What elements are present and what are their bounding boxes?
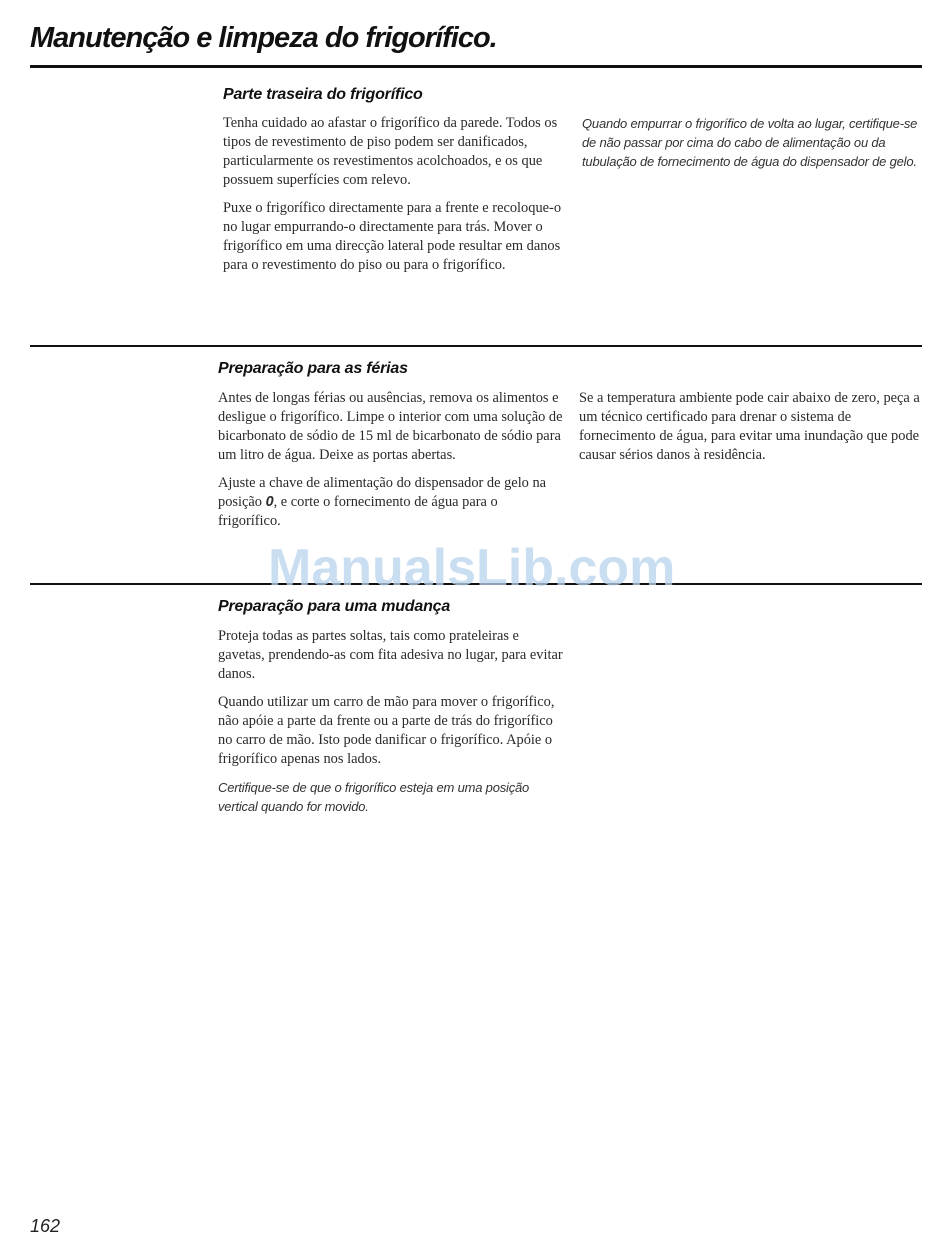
back-paragraph-2: Puxe o frigorífico directamente para a frente e recoloque-o no lugar empurrando-o directamente para trás. Mover o frigorífico em uma direcção lateral pode resultar em danos para o revestimento do piso ou para o frigorífico.: [223, 200, 562, 273]
section-heading-back: Parte traseira do frigorífico: [223, 86, 423, 103]
back-left-column: [223, 114, 568, 284]
page-number: 162: [30, 1216, 61, 1236]
vacation-paragraph-2-start: Ajuste a chave de alimentação do dispensador de gelo na posição: [218, 475, 547, 510]
moving-paragraph-2: Quando utilizar um carro de mão para mover o frigorífico, não apóie a parte da frente ou a parte de trás do frigorífico no carro de mão. Isto pode danificar o frigorífico. Apóie o frigorífico apenas nos lados.: [218, 694, 555, 767]
section-heading-moving: Preparação para uma mudança: [218, 598, 451, 615]
power-position-symbol: 0: [265, 494, 274, 510]
back-paragraph-1: Tenha cuidado ao afastar o frigorífico da parede. Todos os tipos de revestimento de piso podem ser danificados, particularmente os revestimentos acolchoados, e os que possuem superfícies com relevo.: [223, 115, 558, 188]
back-note: Quando empurrar o frigorífico de volta ao lugar, certifique-se de não passar por cima do cabo de alimentação ou da tubulação de fornecimento de água do dispensador de gelo.: [582, 116, 918, 169]
vacation-right-column: [579, 389, 921, 474]
moving-note: Certifique-se de que o frigorífico esteja em uma posição vertical quando for movido.: [218, 780, 530, 814]
section-heading-vacation: Preparação para as férias: [218, 360, 408, 377]
back-right-column: [582, 114, 918, 180]
vacation-right-paragraph: Se a temperatura ambiente pode cair abaixo de zero, peça a um técnico certificado para drenar o sistema de fornecimento de água, para evitar uma inundação que pode causar sérios danos à residência.: [579, 390, 920, 463]
title-divider: [30, 65, 922, 68]
watermark: ManualsLib.com: [268, 539, 676, 597]
vacation-left-column: [218, 389, 563, 540]
moving-paragraph-1: Proteja todas as partes soltas, tais como prateleiras e gavetas, prendendo-as com fita adesiva no lugar, para evitar danos.: [218, 628, 563, 682]
section-divider-1: [30, 345, 922, 347]
moving-left-column: [218, 627, 563, 825]
vacation-paragraph-2-end: , e corte o fornecimento de água para o frigorífico.: [218, 494, 498, 529]
vacation-paragraph-2: [218, 474, 563, 531]
vacation-paragraph-1: Antes de longas férias ou ausências, remova os alimentos e desligue o frigorífico. Limpe o interior com uma solução de bicarbonato de sódio de 15 ml de bicarbonato de sódio para um litro de água. Deixe as portas abertas.: [218, 390, 563, 463]
page-title: Manutenção e limpeza do frigorífico.: [30, 22, 497, 54]
